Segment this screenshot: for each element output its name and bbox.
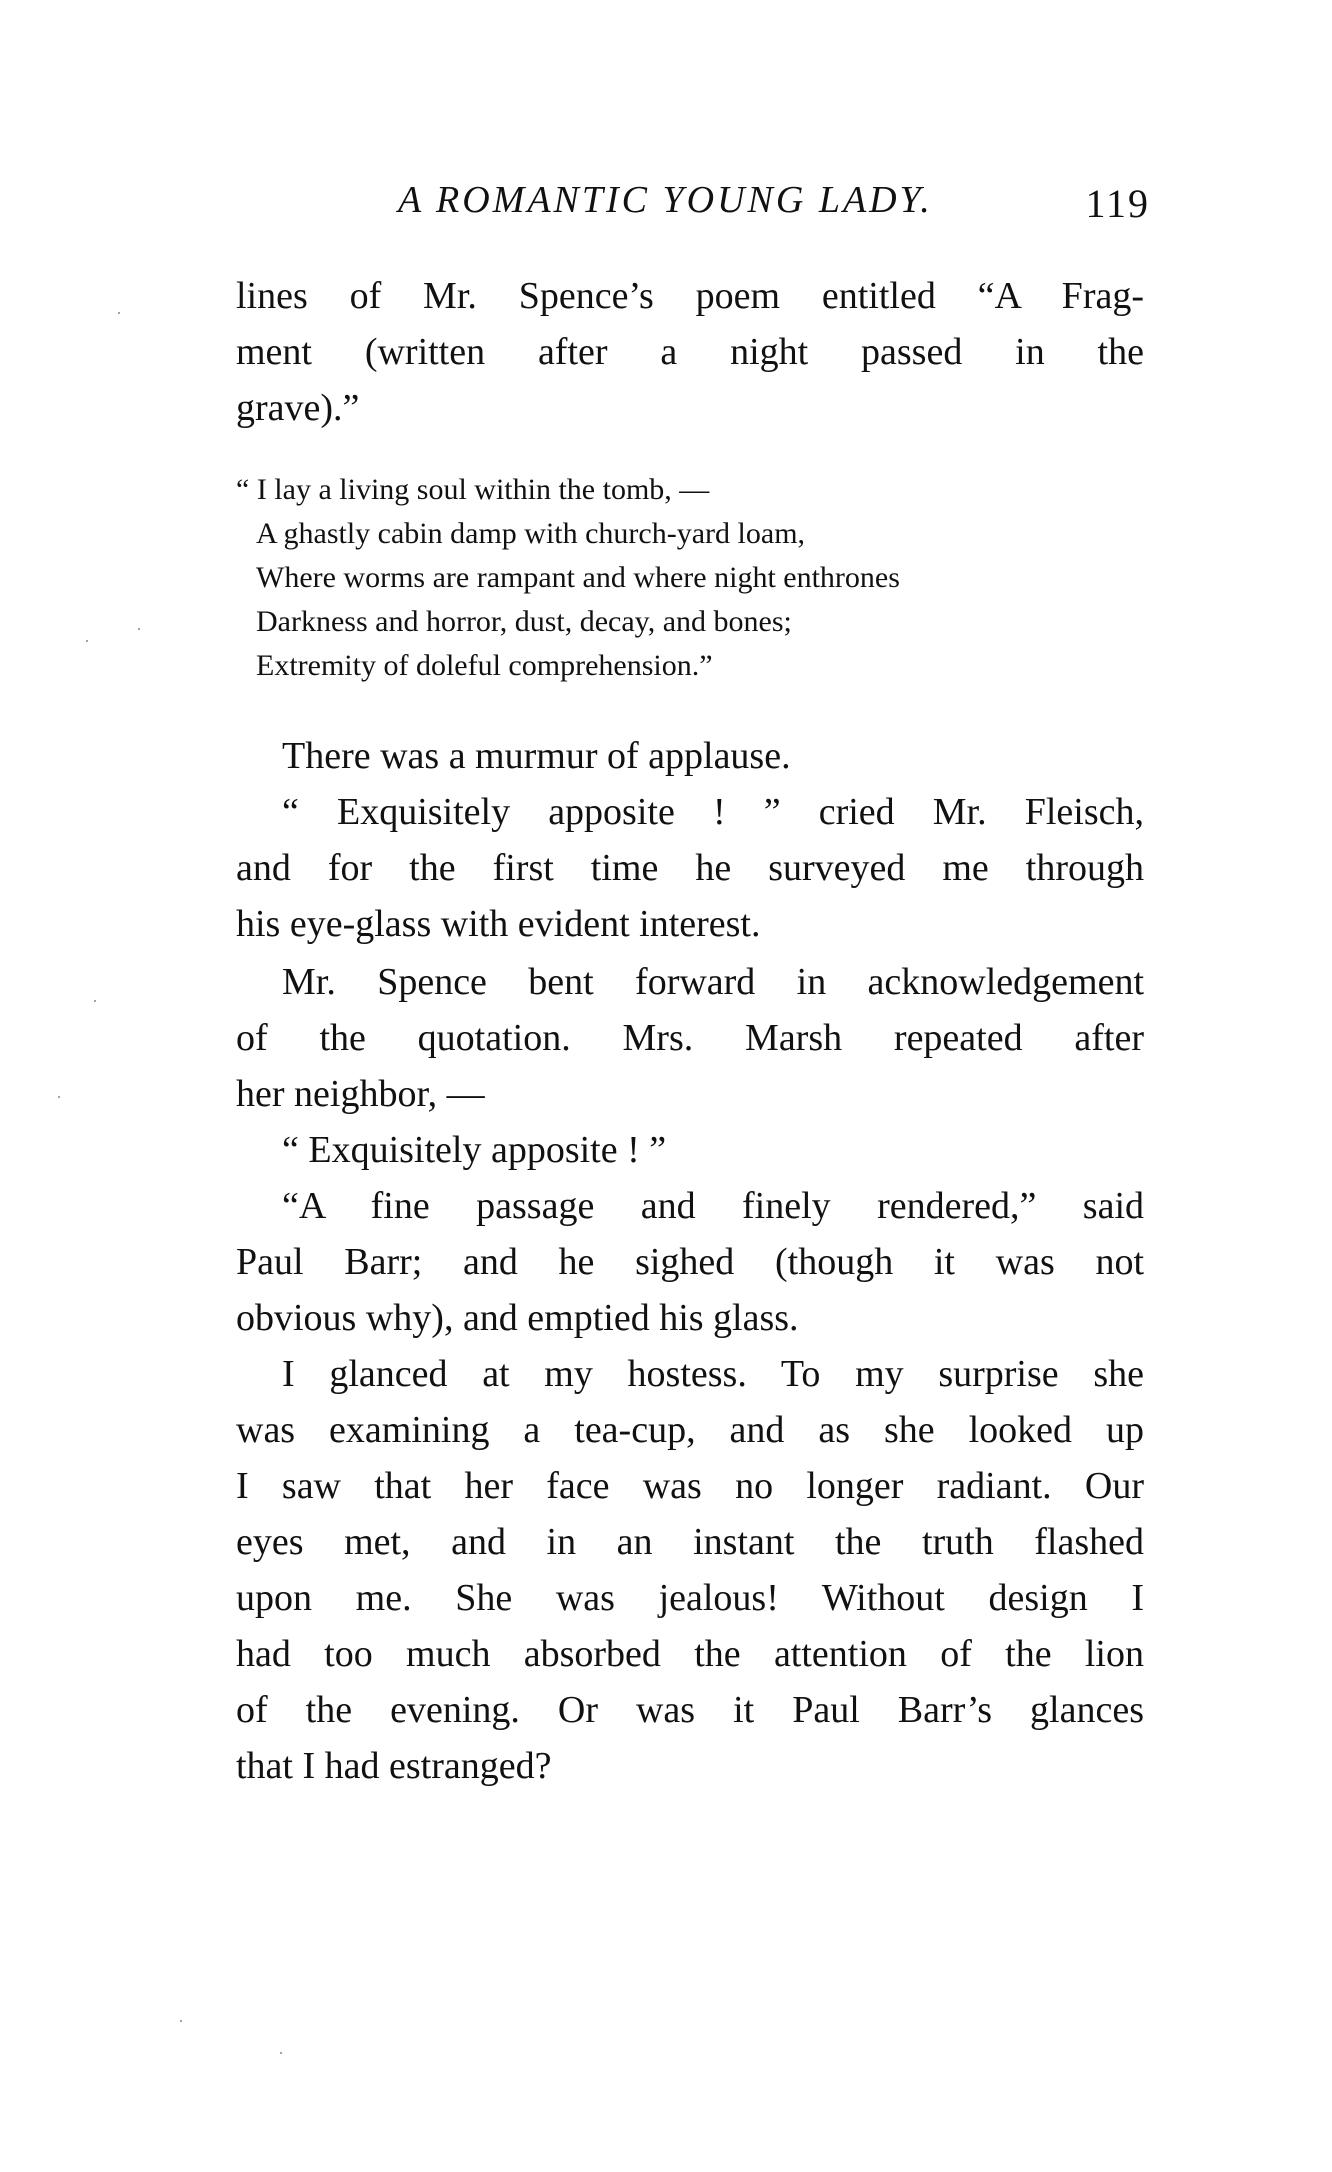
text-line: eyes met, and in an instant the truth flashed: [236, 1521, 1144, 1563]
text-line: of the quotation. Mrs. Marsh repeated after: [236, 1017, 1144, 1059]
scan-speck: [118, 312, 120, 314]
verse-line: Darkness and horror, dust, decay, and bones;: [256, 605, 792, 638]
text-line: was examining a tea-cup, and as she looked up: [236, 1409, 1144, 1451]
text-line: I glanced at my hostess. To my surprise she: [282, 1353, 1144, 1395]
scan-speck: [180, 2020, 182, 2022]
text-line: “A fine passage and finely rendered,” said: [282, 1185, 1144, 1227]
scan-speck: [58, 1096, 60, 1098]
text-line: “ Exquisitely apposite ! ”: [282, 1129, 667, 1171]
text-line: and for the first time he surveyed me through: [236, 847, 1144, 889]
text-line: his eye-glass with evident interest.: [236, 903, 761, 945]
text-line: lines of Mr. Spence’s poem entitled “A Frag-: [236, 275, 1144, 317]
text-line: ment (written after a night passed in the: [236, 331, 1144, 373]
scan-speck: [94, 1000, 96, 1002]
text-line: that I had estranged?: [236, 1745, 552, 1787]
text-line: upon me. She was jealous! Without design I: [236, 1577, 1144, 1619]
text-line: There was a murmur of applause.: [282, 735, 791, 777]
text-line: grave).”: [236, 387, 360, 429]
page-header: [398, 178, 1150, 228]
verse-line: A ghastly cabin damp with church-yard loam,: [256, 517, 806, 550]
page-number: 119: [1085, 181, 1150, 226]
text-line: had too much absorbed the attention of the lion: [236, 1633, 1144, 1675]
text-line: obvious why), and emptied his glass.: [236, 1297, 799, 1339]
text-line: Mr. Spence bent forward in acknowledgement: [282, 961, 1144, 1003]
scan-speck: [280, 2052, 282, 2054]
verse-line: “ I lay a living soul within the tomb, —: [236, 473, 710, 506]
verse-line: Extremity of doleful comprehension.”: [256, 649, 713, 682]
text-line: her neighbor, —: [236, 1073, 485, 1115]
verse-line: Where worms are rampant and where night enthrones: [256, 561, 900, 594]
running-head: A ROMANTIC YOUNG LADY.: [398, 179, 933, 221]
text-line: “ Exquisitely apposite ! ” cried Mr. Fleisch,: [282, 791, 1144, 833]
scan-speck: [86, 640, 88, 642]
scan-speck: [138, 628, 140, 630]
text-line: Paul Barr; and he sighed (though it was not: [236, 1241, 1144, 1283]
text-line: of the evening. Or was it Paul Barr’s glances: [236, 1689, 1144, 1731]
text-line: I saw that her face was no longer radiant. Our: [236, 1465, 1144, 1507]
